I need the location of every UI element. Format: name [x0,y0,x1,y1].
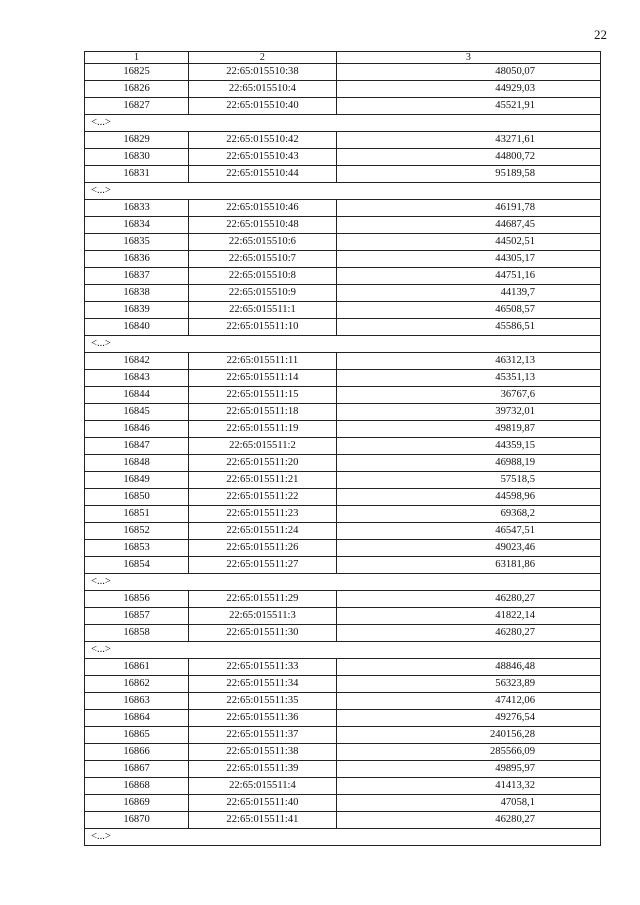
table-row [85,625,601,642]
value-cell: 49023,46 [336,540,600,557]
value-cell: 44359,15 [336,438,600,455]
table-row [85,693,601,710]
value-cell: 48050,07 [336,64,600,81]
table-row [85,200,601,217]
cadastral-number-cell: 22:65:015511:40 [189,795,337,812]
row-number-cell: 16836 [85,251,189,268]
value-cell: 44751,16 [336,268,600,285]
cadastral-number-cell: 22:65:015510:44 [189,166,337,183]
column-header-2: 2 [189,52,337,64]
cadastral-number-cell: 22:65:015511:26 [189,540,337,557]
table-row [85,251,601,268]
value-cell: 49276,54 [336,710,600,727]
table-row [85,727,601,744]
table-row [85,353,601,370]
row-number-cell: 16848 [85,455,189,472]
row-number-cell: 16846 [85,421,189,438]
ellipsis-row [85,829,601,846]
value-cell: 44800,72 [336,149,600,166]
cadastral-number-cell: 22:65:015511:41 [189,812,337,829]
table-row [85,710,601,727]
value-cell: 44929,03 [336,81,600,98]
table-row [85,455,601,472]
value-cell: 44598,96 [336,489,600,506]
ellipsis-marker: <...> [85,829,601,846]
page-number: 22 [594,27,607,42]
row-number-cell: 16833 [85,200,189,217]
cadastral-number-cell: 22:65:015511:11 [189,353,337,370]
cadastral-number-cell: 22:65:015511:2 [189,438,337,455]
row-number-cell: 16862 [85,676,189,693]
table-row [85,523,601,540]
cadastral-number-cell: 22:65:015510:42 [189,132,337,149]
row-number-cell: 16827 [85,98,189,115]
table-header-row [85,52,601,64]
row-number-cell: 16835 [85,234,189,251]
value-cell: 46312,13 [336,353,600,370]
table-row [85,149,601,166]
value-cell: 44502,51 [336,234,600,251]
value-cell: 56323,89 [336,676,600,693]
ellipsis-row [85,574,601,591]
cadastral-number-cell: 22:65:015511:14 [189,370,337,387]
value-cell: 41413,32 [336,778,600,795]
row-number-cell: 16853 [85,540,189,557]
table-row [85,812,601,829]
value-cell: 95189,58 [336,166,600,183]
row-number-cell: 16854 [85,557,189,574]
cadastral-number-cell: 22:65:015511:27 [189,557,337,574]
cadastral-number-cell: 22:65:015510:4 [189,81,337,98]
table-row [85,166,601,183]
row-number-cell: 16869 [85,795,189,812]
value-cell: 46280,27 [336,812,600,829]
ellipsis-row [85,115,601,132]
value-cell: 43271,61 [336,132,600,149]
data-table [84,51,601,846]
table-row [85,676,601,693]
cadastral-number-cell: 22:65:015511:36 [189,710,337,727]
row-number-cell: 16842 [85,353,189,370]
row-number-cell: 16840 [85,319,189,336]
column-header-3: 3 [336,52,600,64]
table-row [85,98,601,115]
ellipsis-row [85,336,601,353]
cadastral-number-cell: 22:65:015511:4 [189,778,337,795]
cadastral-number-cell: 22:65:015511:3 [189,608,337,625]
value-cell: 47412,06 [336,693,600,710]
row-number-cell: 16852 [85,523,189,540]
row-number-cell: 16829 [85,132,189,149]
row-number-cell: 16838 [85,285,189,302]
value-cell: 46547,51 [336,523,600,540]
table-row [85,557,601,574]
table-row [85,778,601,795]
table-row [85,540,601,557]
row-number-cell: 16865 [85,727,189,744]
ellipsis-row [85,642,601,659]
value-cell: 45586,51 [336,319,600,336]
table-row [85,319,601,336]
table-row [85,81,601,98]
cadastral-number-cell: 22:65:015511:37 [189,727,337,744]
cadastral-number-cell: 22:65:015510:8 [189,268,337,285]
value-cell: 44687,45 [336,217,600,234]
value-cell: 45521,91 [336,98,600,115]
row-number-cell: 16849 [85,472,189,489]
row-number-cell: 16834 [85,217,189,234]
cadastral-number-cell: 22:65:015511:18 [189,404,337,421]
value-cell: 46280,27 [336,625,600,642]
cadastral-number-cell: 22:65:015511:35 [189,693,337,710]
row-number-cell: 16851 [85,506,189,523]
row-number-cell: 16868 [85,778,189,795]
cadastral-number-cell: 22:65:015511:39 [189,761,337,778]
cadastral-number-cell: 22:65:015511:23 [189,506,337,523]
cadastral-number-cell: 22:65:015511:38 [189,744,337,761]
row-number-cell: 16847 [85,438,189,455]
value-cell: 49819,87 [336,421,600,438]
cadastral-number-cell: 22:65:015510:46 [189,200,337,217]
value-cell: 44139,7 [336,285,600,302]
table-body [85,52,601,846]
value-cell: 44305,17 [336,251,600,268]
ellipsis-marker: <...> [85,574,601,591]
value-cell: 69368,2 [336,506,600,523]
cadastral-number-cell: 22:65:015511:20 [189,455,337,472]
table-row [85,217,601,234]
table-row [85,608,601,625]
value-cell: 240156,28 [336,727,600,744]
table-row [85,506,601,523]
row-number-cell: 16867 [85,761,189,778]
value-cell: 46280,27 [336,591,600,608]
value-cell: 46191,78 [336,200,600,217]
table-row [85,659,601,676]
table-row [85,370,601,387]
row-number-cell: 16861 [85,659,189,676]
row-number-cell: 16844 [85,387,189,404]
table-row [85,761,601,778]
table-row [85,421,601,438]
row-number-cell: 16831 [85,166,189,183]
row-number-cell: 16839 [85,302,189,319]
value-cell: 57518,5 [336,472,600,489]
value-cell: 46988,19 [336,455,600,472]
cadastral-number-cell: 22:65:015510:6 [189,234,337,251]
table-row [85,285,601,302]
table-row [85,795,601,812]
table-row [85,132,601,149]
cadastral-number-cell: 22:65:015511:19 [189,421,337,438]
table-row [85,438,601,455]
row-number-cell: 16825 [85,64,189,81]
row-number-cell: 16830 [85,149,189,166]
cadastral-number-cell: 22:65:015510:43 [189,149,337,166]
table-row [85,472,601,489]
cadastral-number-cell: 22:65:015511:29 [189,591,337,608]
row-number-cell: 16857 [85,608,189,625]
row-number-cell: 16850 [85,489,189,506]
ellipsis-marker: <...> [85,642,601,659]
row-number-cell: 16870 [85,812,189,829]
cadastral-number-cell: 22:65:015511:21 [189,472,337,489]
value-cell: 41822,14 [336,608,600,625]
table-row [85,744,601,761]
row-number-cell: 16858 [85,625,189,642]
row-number-cell: 16866 [85,744,189,761]
table-row [85,591,601,608]
cadastral-number-cell: 22:65:015510:7 [189,251,337,268]
cadastral-number-cell: 22:65:015511:30 [189,625,337,642]
cadastral-number-cell: 22:65:015511:10 [189,319,337,336]
ellipsis-marker: <...> [85,336,601,353]
table-row [85,404,601,421]
ellipsis-row [85,183,601,200]
table-row [85,268,601,285]
table-row [85,64,601,81]
cadastral-number-cell: 22:65:015511:15 [189,387,337,404]
cadastral-number-cell: 22:65:015510:40 [189,98,337,115]
table-row [85,302,601,319]
table-row [85,387,601,404]
cadastral-number-cell: 22:65:015510:48 [189,217,337,234]
row-number-cell: 16864 [85,710,189,727]
row-number-cell: 16826 [85,81,189,98]
cadastral-number-cell: 22:65:015511:33 [189,659,337,676]
value-cell: 39732,01 [336,404,600,421]
value-cell: 48846,48 [336,659,600,676]
row-number-cell: 16845 [85,404,189,421]
value-cell: 47058,1 [336,795,600,812]
cadastral-number-cell: 22:65:015511:24 [189,523,337,540]
value-cell: 63181,86 [336,557,600,574]
row-number-cell: 16863 [85,693,189,710]
row-number-cell: 16843 [85,370,189,387]
value-cell: 46508,57 [336,302,600,319]
cadastral-number-cell: 22:65:015511:34 [189,676,337,693]
row-number-cell: 16856 [85,591,189,608]
value-cell: 49895,97 [336,761,600,778]
cadastral-number-cell: 22:65:015510:9 [189,285,337,302]
ellipsis-marker: <...> [85,115,601,132]
cadastral-number-cell: 22:65:015510:38 [189,64,337,81]
ellipsis-marker: <...> [85,183,601,200]
value-cell: 36767,6 [336,387,600,404]
row-number-cell: 16837 [85,268,189,285]
cadastral-number-cell: 22:65:015511:1 [189,302,337,319]
column-header-1: 1 [85,52,189,64]
table-row [85,234,601,251]
value-cell: 45351,13 [336,370,600,387]
value-cell: 285566,09 [336,744,600,761]
table-row [85,489,601,506]
cadastral-number-cell: 22:65:015511:22 [189,489,337,506]
